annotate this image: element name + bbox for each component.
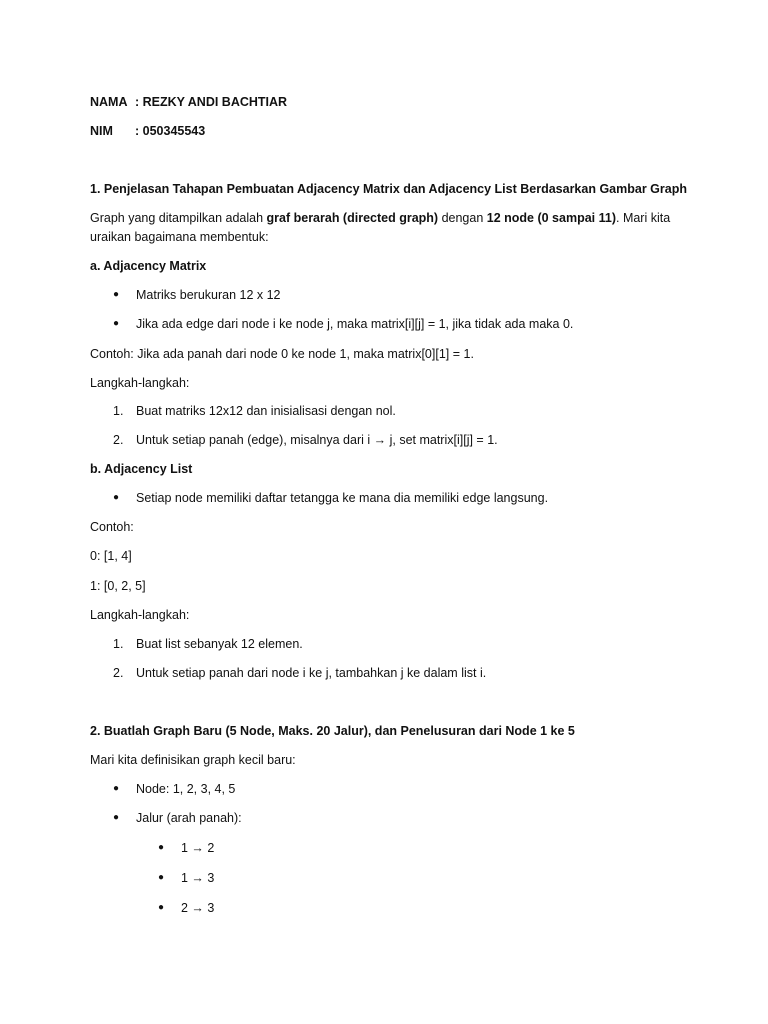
matrix-steps-label: Langkah-langkah: [90, 376, 190, 390]
list-item: Matriks berukuran 12 x 12 [136, 288, 281, 302]
nama-value: : REZKY ANDI BACHTIAR [135, 95, 288, 109]
bullet-icon: ● [113, 289, 120, 300]
step-number: 1. [113, 404, 124, 418]
matrix-heading: a. Adjacency Matrix [90, 259, 207, 273]
list-example: 1: [0, 2, 5] [90, 579, 146, 593]
step-text: Untuk setiap panah dari node i ke j, tambahkan j ke dalam list i. [136, 666, 487, 680]
step-number: 2. [113, 433, 124, 447]
edge-item: 1 → 2 [181, 841, 215, 855]
step-text: Buat list sebanyak 12 elemen. [136, 637, 303, 651]
list-example-label: Contoh: [90, 520, 134, 534]
intro-bold-2: 12 node (0 sampai 11) [486, 211, 616, 225]
list-item: Setiap node memiliki daftar tetangga ke mana dia memiliki edge langsung. [136, 491, 549, 505]
section2-title: 2. Buatlah Graph Baru (5 Node, Maks. 20 Jalur), dan Penelusuran dari Node 1 ke 5 [90, 724, 575, 738]
edge-item: 2 → 3 [181, 901, 215, 915]
section1-intro [90, 210, 670, 226]
section1-intro-line2: uraikan bagaimana membentuk: [90, 230, 269, 244]
bullet-icon: ● [113, 492, 120, 503]
nama-label: NAMA [90, 95, 128, 109]
nim-value: : 050345543 [135, 124, 206, 138]
bullet-icon: ● [158, 902, 165, 913]
step-number: 2. [113, 666, 124, 680]
step-text: Untuk setiap panah (edge), misalnya dari i → j, set matrix[i][j] = 1. [136, 433, 498, 447]
intro-text-2: dengan [438, 211, 487, 225]
nama-row [90, 94, 287, 110]
list-item: Node: 1, 2, 3, 4, 5 [136, 782, 236, 796]
intro-bold-1: graf berarah (directed graph) [266, 211, 439, 225]
list-item: Jika ada edge dari node i ke node j, maka matrix[i][j] = 1, jika tidak ada maka 0. [136, 317, 574, 331]
bullet-icon: ● [113, 783, 120, 794]
list-steps-label: Langkah-langkah: [90, 608, 190, 622]
bullet-icon: ● [158, 872, 165, 883]
list-example: 0: [1, 4] [90, 549, 132, 563]
nim-row [90, 123, 205, 139]
bullet-icon: ● [113, 318, 120, 329]
section2-intro: Mari kita definisikan graph kecil baru: [90, 753, 296, 767]
matrix-example: Contoh: Jika ada panah dari node 0 ke node 1, maka matrix[0][1] = 1. [90, 347, 474, 361]
section1-title: 1. Penjelasan Tahapan Pembuatan Adjacency Matrix dan Adjacency List Berdasarkan Gambar Graph [90, 182, 687, 196]
list-heading: b. Adjacency List [90, 462, 193, 476]
edge-item: 1 → 3 [181, 871, 215, 885]
bullet-icon: ● [158, 842, 165, 853]
list-item: Jalur (arah panah): [136, 811, 242, 825]
step-number: 1. [113, 637, 124, 651]
intro-text-1: Graph yang ditampilkan adalah [90, 211, 267, 225]
step-text: Buat matriks 12x12 dan inisialisasi dengan nol. [136, 404, 396, 418]
intro-text-3: . Mari kita [616, 211, 671, 225]
nim-label: NIM [90, 124, 113, 138]
bullet-icon: ● [113, 812, 120, 823]
